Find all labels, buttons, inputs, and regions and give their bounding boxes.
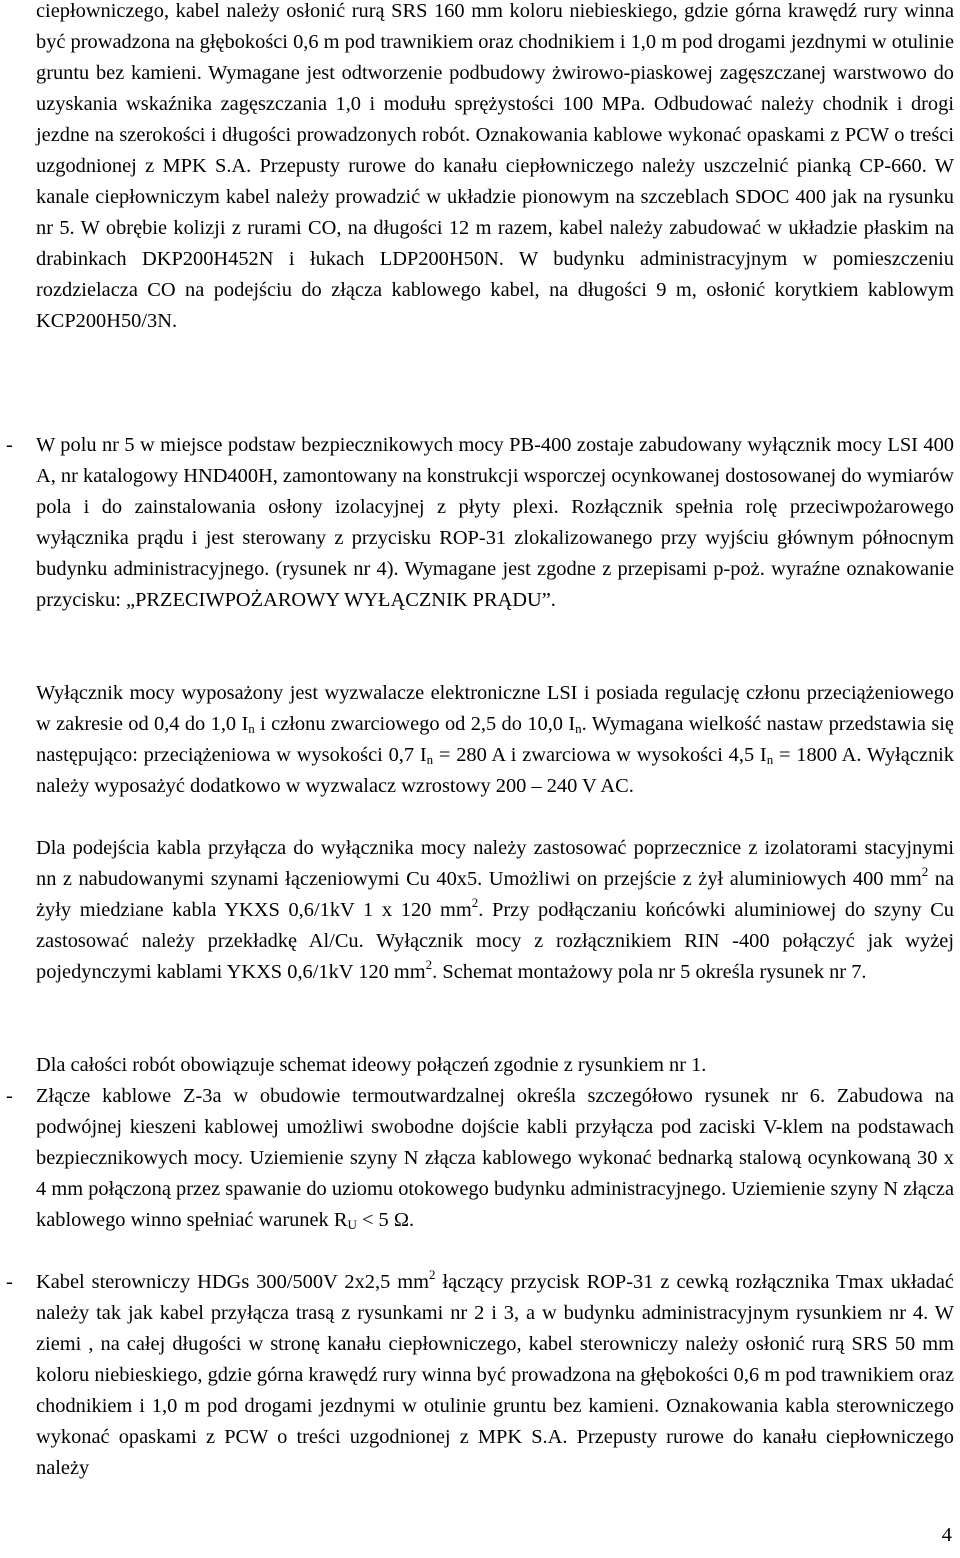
item1-paragraph1: W polu nr 5 w miejsce podstaw bezpiecznikowych mocy PB-400 zostaje zabudowany wyłącznik mocy LSI 400 A, nr katalogowy HND400H, zamontowany na konstrukcji wsporczej ocynkowanej dostosowanej do wymiarów pola i do zainstalowania osłony izolacyjnej z płyty plexi. Rozłącznik spełnia rolę przeciwpożarowego wyłącznika prądu i jest sterowany z przycisku ROP-31 zlokalizowanego przy wyjściu głównym północnym budynku administracyjnego. (rysunek nr 4). Wymagane jest zgodne z przepisami p-poż. wyraźne oznakowanie przycisku: „PRZECIWPOŻAROWY WYŁĄCZNIK PRĄDU”. bbox=[36, 434, 954, 611]
item1-paragraph4: Dla całości robót obowiązuje schemat ideowy połączeń zgodnie z rysunkiem nr 1. bbox=[36, 1054, 707, 1076]
intro-paragraph: ciepłowniczego, kabel należy osłonić rurą SRS 160 mm koloru niebieskiego, gdzie górna krawędź rury winna być prowadzona na głębokości 0,6 m pod trawnikiem oraz chodnikiem i 1,0 m pod drogami jezdnymi w otulinie gruntu bez kamieni. Wymagane jest odtworzenie podbudowy żwirowo-piaskowej zagęszczanej warstwowo do uzyskania wskaźnika zagęszczania 1,0 i modułu sprężystości 100 MPa. Odbudować należy chodnik i drogi jezdne na szerokości i długości prowadzonych robót. Oznakowania kablowe wykonać opaskami z PCW o treści uzgodnionej z MPK S.A. Przepusty rurowe do kanału ciepłowniczego należy uszczelnić pianką CP-660. W kanale ciepłowniczym kabel należy prowadzić w układzie pionowym na szczeblach SDOC 400 jak na rysunku nr 5. W obrębie kolizji z rurami CO, na długości 12 m razem, kabel należy zabudować w układzie płaskim na drabinkach DKP200H452N i łukach LDP200H50N. W budynku administracyjnym w pomieszczeniu rozdzielacza CO na podejściu do złącza kablowego kabel, na długości 9 m, osłonić korytkiem kablowym KCP200H50/3N. bbox=[36, 0, 954, 332]
bullet-dash: - bbox=[6, 1085, 13, 1107]
subscript: n bbox=[426, 752, 434, 767]
text-run: i członu zwarciowego od 2,5 do 10,0 I bbox=[254, 713, 576, 735]
text-run: Kabel sterowniczy HDGs 300/500V 2x2,5 mm bbox=[36, 1271, 429, 1293]
text-run: = 1800 A. Wyłącznik należy wyposażyć dodatkowo w wyzwalacz wzrostowy 200 – 240 V AC. bbox=[36, 744, 954, 797]
page-number: 4 bbox=[941, 1524, 952, 1546]
item3-paragraph bbox=[36, 1267, 954, 1484]
subscript: U bbox=[347, 1217, 357, 1232]
superscript: 2 bbox=[425, 957, 433, 972]
item2-paragraph bbox=[36, 1081, 954, 1236]
text-run: Wyłącznik mocy wyposażony jest wyzwalacze elektroniczne LSI i posiada regulację członu przeciążeniowego w zakresie od 0,4 do 1,0 I bbox=[36, 682, 954, 735]
item1-paragraph2 bbox=[36, 678, 954, 802]
superscript: 2 bbox=[921, 864, 929, 879]
text-run: . Schemat montażowy pola nr 5 określa rysunek nr 7. bbox=[432, 961, 867, 983]
text-run: = 280 A i zwarciowa w wysokości 4,5 I bbox=[433, 744, 767, 766]
subscript: n bbox=[248, 721, 255, 736]
text-run: Dla podejścia kabla przyłącza do wyłącznika mocy należy zastosować poprzecznice z izolatorami stacyjnymi nn z nabudowanymi szynami łączeniowymi Cu 40x5. Umożliwi on przejście z żył aluminiowych 400 mm bbox=[36, 837, 954, 890]
superscript: 2 bbox=[428, 1267, 436, 1282]
text-run: < 5 Ω. bbox=[356, 1209, 415, 1231]
text-run: łączący przycisk ROP-31 z cewką rozłącznika Tmax układać należy tak jak kabel przyłącza trasą z rysunkami nr 2 i 3, a w budynku administracyjnym rysunkiem nr 4. W ziemi , na całej długości w stronę kanału ciepłowniczego, kabel sterowniczy należy osłonić rurą SRS 50 mm koloru niebieskiego, gdzie górna krawędź rury winna być prowadzona na głębokości 0,6 m pod trawnikiem oraz chodnikiem i 1,0 m pod drogami jezdnymi w otulinie gruntu bez kamieni. Oznakowania kabla sterowniczego wykonać opaskami z PCW o treści uzgodnionej z MPK S.A. Przepusty rurowe do kanału ciepłowniczego należy bbox=[36, 1271, 954, 1479]
subscript: n bbox=[575, 721, 582, 736]
bullet-dash: - bbox=[6, 434, 13, 456]
text-run: . Wymagana wielkość nastaw przedstawia się następująco: przeciążeniowa w wysokości 0,7 I bbox=[36, 713, 954, 766]
text-run: na żyły miedziane kabla YKXS 0,6/1kV 1 x 120 mm bbox=[36, 868, 954, 921]
text-run: . Przy podłączaniu końcówki aluminiowej do szyny Cu zastosować należy przekładkę Al/Cu. Wyłącznik mocy z rozłącznikiem RIN -400 połączyć jak wyżej pojedynczymi kablami YKXS 0,6/1kV 120 mm bbox=[36, 899, 955, 983]
bullet-dash: - bbox=[6, 1271, 13, 1293]
subscript: n bbox=[766, 752, 774, 767]
item1-paragraph3 bbox=[36, 833, 954, 988]
superscript: 2 bbox=[471, 895, 479, 910]
text-run: Złącze kablowe Z-3a w obudowie termoutwardzalnej określa szczegółowo rysunek nr 6. Zabudowa na podwójnej kieszeni kablowej umożliwi swobodne dojście kabli przyłącza pod zaciski V-klem na podstawach bezpiecznikowych mocy. Uziemienie szyny N złącza kablowego wykonać bednarką stalową ocynkowaną 30 x 4 mm połączoną przez spawanie do uziomu otokowego budynku administracyjnego. Uziemienie szyny N złącza kablowego winno spełniać warunek R bbox=[36, 1085, 954, 1231]
